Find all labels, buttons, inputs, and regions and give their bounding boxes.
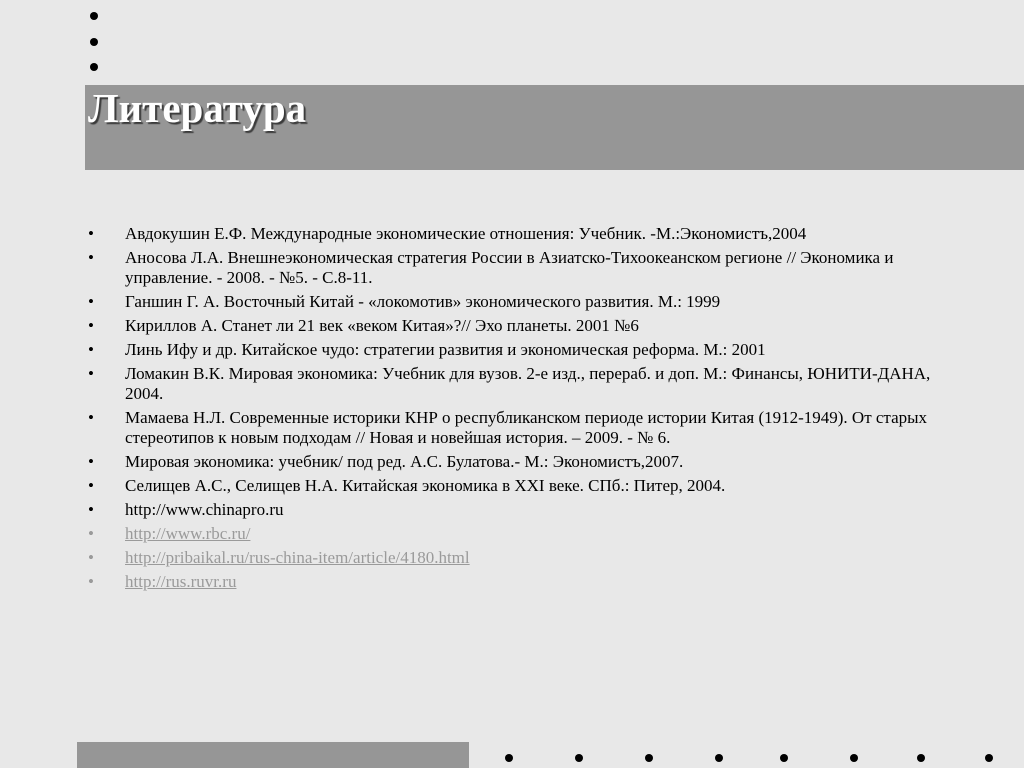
footer-bar [77, 742, 469, 768]
bullet: • [88, 452, 94, 471]
slide-title: Литература [88, 85, 307, 131]
reference-text: Селищев А.С., Селищев Н.А. Китайская экономика в XXI веке. СПб.: Питер, 2004. [125, 476, 726, 495]
bottom-decorative-dots [505, 754, 1005, 764]
reference-link-item [88, 548, 948, 568]
reference-item [88, 248, 948, 288]
decorative-dot [715, 754, 723, 762]
decorative-dot [850, 754, 858, 762]
bullet: • [88, 340, 94, 359]
reference-item [88, 500, 948, 520]
bullet: • [88, 548, 94, 567]
bullet: • [88, 572, 94, 591]
decorative-dot [90, 63, 98, 71]
reference-list [88, 224, 948, 596]
decorative-dot [917, 754, 925, 762]
bullet: • [88, 316, 94, 335]
reference-link-item [88, 524, 948, 544]
reference-text: http://www.chinapro.ru [125, 500, 284, 519]
bullet: • [88, 524, 94, 543]
reference-link[interactable]: http://www.rbc.ru/ [125, 524, 251, 543]
bullet: • [88, 292, 94, 311]
bullet: • [88, 476, 94, 495]
reference-item [88, 316, 948, 336]
reference-item [88, 292, 948, 312]
decorative-dot [505, 754, 513, 762]
bullet: • [88, 364, 94, 383]
decorative-dot [90, 12, 98, 20]
top-decorative-dots [86, 8, 102, 80]
reference-item [88, 452, 948, 472]
bullet: • [88, 224, 94, 243]
bullet: • [88, 408, 94, 427]
reference-link-item [88, 572, 948, 592]
reference-text: Аносова Л.А. Внешнеэкономическая стратегия России в Азиатско-Тихоокеанском регионе // Экономика и управление. - 2008. - №5. - С.8-11. [125, 248, 894, 287]
decorative-dot [90, 38, 98, 46]
reference-text: Мамаева Н.Л. Современные историки КНР о республиканском периоде истории Китая (1912-1949). От старых стереотипов к новым подходам // Новая и новейшая история. – 2009. - № 6. [125, 408, 928, 447]
reference-item [88, 364, 948, 404]
decorative-dot [645, 754, 653, 762]
reference-item [88, 408, 948, 448]
reference-text: Мировая экономика: учебник/ под ред. А.С. Булатова.- М.: Экономистъ,2007. [125, 452, 684, 471]
reference-text: Линь Ифу и др. Китайское чудо: стратегии развития и экономическая реформа. М.: 2001 [125, 340, 766, 359]
reference-link[interactable]: http://rus.ruvr.ru [125, 572, 237, 591]
decorative-dot [985, 754, 993, 762]
reference-text: Кириллов А. Станет ли 21 век «веком Китая»?// Эхо планеты. 2001 №6 [125, 316, 639, 335]
reference-link[interactable]: http://pribaikal.ru/rus-china-item/article/4180.html [125, 548, 470, 567]
reference-item [88, 476, 948, 496]
reference-text: Авдокушин Е.Ф. Международные экономические отношения: Учебник. -М.:Экономистъ,2004 [125, 224, 807, 243]
decorative-dot [780, 754, 788, 762]
reference-item [88, 224, 948, 244]
bullet: • [88, 248, 94, 267]
bullet: • [88, 500, 94, 519]
reference-text: Ганшин Г. А. Восточный Китай - «локомотив» экономического развития. М.: 1999 [125, 292, 721, 311]
reference-item [88, 340, 948, 360]
reference-text: Ломакин В.К. Мировая экономика: Учебник для вузов. 2-е изд., перераб. и доп. М.: Финансы, ЮНИТИ-ДАНА, 2004. [125, 364, 931, 403]
decorative-dot [575, 754, 583, 762]
